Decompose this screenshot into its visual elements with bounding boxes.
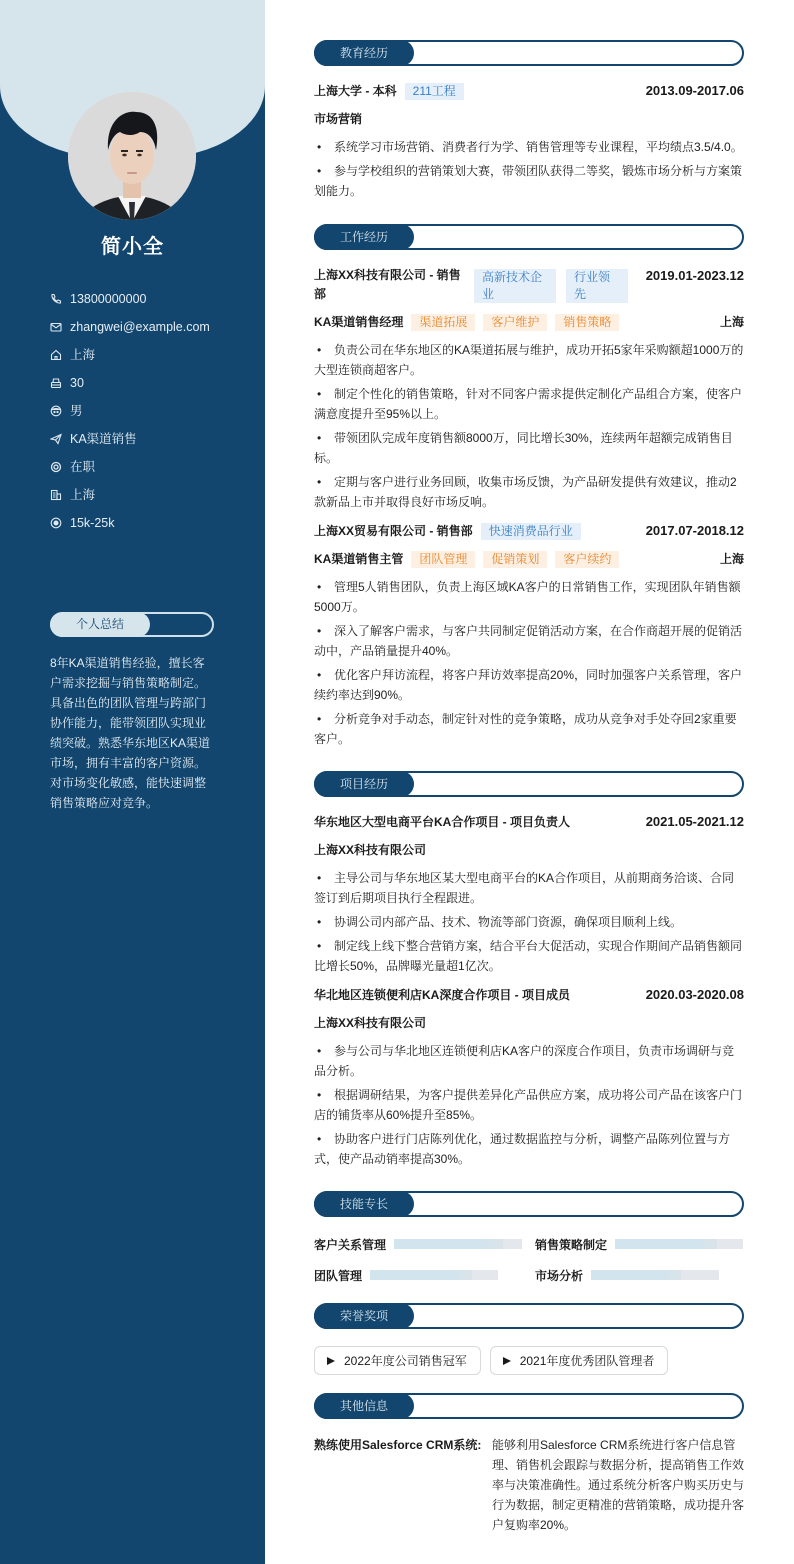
phone-number: 13800000000: [70, 292, 147, 306]
school-tag: 211工程: [405, 83, 464, 100]
status-text: 在职: [70, 460, 96, 474]
bullet-item: • 定期与客户进行业务回顾，收集市场反馈，为产品研发提供有效建议，推动2款新品上市并取得良好市场反响。: [314, 472, 745, 512]
award-item[interactable]: [314, 1346, 481, 1375]
skill-item: [535, 1265, 744, 1285]
project-company: 上海XX科技有限公司: [314, 843, 427, 857]
work-bullets: [314, 340, 745, 512]
avatar: [68, 92, 196, 220]
skill-tag: 团队管理: [411, 551, 475, 568]
skill-tag: 客户续约: [555, 551, 619, 568]
bullet-item: • 协助客户进行门店陈列优化，通过数据监控与分析，调整产品陈列位置与方式，使产品动销率提高30%。: [314, 1129, 745, 1169]
bullet-item: • 带领团队完成年度销售额8000万，同比增长30%，连续两年超额完成销售目标。: [314, 428, 745, 468]
skill-item: [314, 1234, 535, 1254]
skill-name: 团队管理: [314, 1268, 363, 1283]
skill-level-bar: [370, 1270, 498, 1280]
bullet-item: • 参与公司与华北地区连锁便利店KA客户的深度合作项目，负责市场调研与竞品分析。: [314, 1041, 745, 1081]
bullet-item: • 协调公司内部产品、技术、物流等部门资源，确保项目顺利上线。: [314, 912, 745, 932]
skills-grid: [314, 1234, 744, 1285]
section-title: 技能专长: [314, 1191, 414, 1217]
contact-status: [50, 457, 240, 477]
project-date: 2021.05-2021.12: [645, 814, 744, 829]
section-title: 其他信息: [314, 1393, 414, 1419]
section-title: 教育经历: [314, 40, 414, 66]
status-icon: [50, 461, 62, 473]
city-text: 上海: [70, 488, 96, 502]
contact-gender: [50, 401, 240, 421]
other-info-value: 能够利用Salesforce CRM系统进行客户信息管理、销售机会跟踪与数据分析，提高销售工作效率与决策准确性。通过系统分析客户购买历史与行为数据，制定更精准的营销策略，成功提升客户复购率20%。: [492, 1438, 745, 1532]
play-icon: [327, 1357, 335, 1365]
project-item: [314, 812, 744, 976]
award-text: 2021年度优秀团队管理者: [519, 1354, 655, 1368]
project-item: [314, 985, 744, 1169]
contact-salary: [50, 513, 240, 533]
section-header-skills: [314, 1191, 744, 1217]
work-item: [314, 266, 744, 512]
work-header-row: [314, 521, 744, 541]
contact-city: [50, 485, 240, 505]
skill-level-fill: [591, 1270, 681, 1280]
section-title: 工作经历: [314, 224, 414, 250]
job-location: 上海: [719, 552, 744, 566]
award-item[interactable]: [490, 1346, 669, 1375]
education-section: [314, 40, 744, 201]
project-name: 华东地区大型电商平台KA合作项目 - 项目负责人: [314, 815, 570, 829]
role-row: [314, 549, 744, 569]
skill-tag: 促销策划: [483, 551, 547, 568]
other-section: [314, 1393, 744, 1535]
work-date: 2019.01-2023.12: [645, 268, 744, 283]
education-item: [314, 81, 744, 201]
job-role: KA渠道销售主管: [314, 552, 404, 566]
bullet-item: • 主导公司与华东地区某大型电商平台的KA合作项目，从前期商务洽谈、合同签订到后期项目执行全程跟进。: [314, 868, 745, 908]
home-icon: [50, 349, 62, 361]
section-header-projects: [314, 771, 744, 797]
gender-text: 男: [70, 404, 83, 418]
work-bullets: [314, 577, 745, 749]
company-tag: 快速消费品行业: [481, 523, 581, 540]
section-header-summary: [50, 612, 214, 637]
skill-tag: 销售策略: [555, 314, 619, 331]
contact-list: [50, 289, 240, 541]
job-role: KA渠道销售经理: [314, 315, 404, 329]
work-item: [314, 521, 744, 749]
skill-level-bar: [615, 1239, 743, 1249]
phone-icon: [50, 293, 62, 305]
skill-name: 销售策略制定: [535, 1237, 608, 1252]
project-bullets: [314, 868, 745, 976]
city-icon: [50, 489, 62, 501]
school-name: 上海大学 - 本科: [314, 84, 397, 98]
section-title: 荣誉奖项: [314, 1303, 414, 1329]
work-section: [314, 224, 744, 749]
project-name: 华北地区连锁便利店KA深度合作项目 - 项目成员: [314, 988, 570, 1002]
contact-phone: [50, 289, 240, 309]
email-address: zhangwei@example.com: [70, 320, 210, 334]
gender-icon: [50, 405, 62, 417]
section-header-other: [314, 1393, 744, 1419]
skill-item: [535, 1234, 744, 1254]
mail-icon: [50, 321, 62, 333]
age-icon: [50, 377, 62, 389]
skill-tag: 客户维护: [483, 314, 547, 331]
skill-level-fill: [394, 1239, 503, 1249]
bullet-item: • 分析竞争对手动态，制定针对性的竞争策略，成功从竞争对手处夺回2家重要客户。: [314, 709, 745, 749]
age-text: 30: [70, 376, 84, 390]
skill-level-fill: [370, 1270, 472, 1280]
other-info-label: 熟练使用Salesforce CRM系统:: [314, 1438, 482, 1452]
play-icon: [503, 1357, 511, 1365]
bullet-item: • 根据调研结果，为客户提供差异化产品供应方案，成功将公司产品在该客户门店的铺货率从60%提升至85%。: [314, 1085, 745, 1125]
skill-name: 客户关系管理: [314, 1237, 387, 1252]
role-row: [314, 312, 744, 332]
bullet-item: • 深入了解客户需求，与客户共同制定促销活动方案，在合作商超开展的促销活动中，产品销量提升40%。: [314, 621, 745, 661]
skill-tag: 渠道拓展: [411, 314, 475, 331]
skill-level-fill: [615, 1239, 717, 1249]
education-bullets: [314, 137, 745, 201]
candidate-name: 简小全: [101, 236, 164, 258]
contact-email: [50, 317, 240, 337]
main-content: [314, 40, 744, 1535]
summary-title: 个人总结: [50, 612, 150, 637]
awards-section: [314, 1303, 744, 1375]
bullet-item: • 管理5人销售团队，负责上海区域KA客户的日常销售工作，实现团队年销售额5000万。: [314, 577, 745, 617]
bullet-item: • 制定线上线下整合营销方案，结合平台大促活动，实现合作期间产品销售额同比增长50%，品牌曝光量超1亿次。: [314, 936, 745, 976]
sidebar: [0, 0, 265, 1564]
award-text: 2022年度公司销售冠军: [344, 1354, 467, 1368]
summary-text: 8年KA渠道销售经验，擅长客户需求挖掘与销售策略制定。具备出色的团队管理与跨部门协作能力，能带领团队实现业绩突破。熟悉华东地区KA渠道市场，拥有丰富的客户资源。对市场变化敏感，能快速调整销售策略应对竞争。: [50, 656, 211, 810]
avatar-portrait-icon: [68, 92, 196, 220]
job-intention-icon: [50, 433, 62, 445]
project-bullets: [314, 1041, 745, 1169]
bullet-item: • 负责公司在华东地区的KA渠道拓展与维护，成功开拓5家年采购额超1000万的大型连锁商超客户。: [314, 340, 745, 380]
contact-location: [50, 345, 240, 365]
section-header-education: [314, 40, 744, 66]
education-date: 2013.09-2017.06: [645, 83, 744, 98]
projects-section: [314, 771, 744, 1169]
job-location: 上海: [719, 315, 744, 329]
bullet-item: • 参与学校组织的营销策划大赛，带领团队获得二等奖，锻炼市场分析与方案策划能力。: [314, 161, 745, 201]
education-header-row: [314, 81, 744, 101]
section-header-work: [314, 224, 744, 250]
company-tag: 高新技术企业: [474, 269, 556, 303]
skill-level-bar: [394, 1239, 522, 1249]
skills-section: [314, 1191, 744, 1285]
award-list: [314, 1346, 744, 1375]
project-date: 2020.03-2020.08: [645, 987, 744, 1002]
company-tag: 行业领先: [566, 269, 628, 303]
project-header-row: [314, 985, 744, 1005]
bullet-item: • 优化客户拜访流程，将客户拜访效率提高20%，同时加强客户关系管理，客户续约率达到90%。: [314, 665, 745, 705]
bullet-item: • 制定个性化的销售策略，针对不同客户需求提供定制化产品组合方案，使客户满意度提升至95%以上。: [314, 384, 745, 424]
skill-level-bar: [591, 1270, 719, 1280]
work-header-row: [314, 266, 744, 304]
project-company: 上海XX科技有限公司: [314, 1016, 427, 1030]
salary-icon: [50, 517, 62, 529]
company-name: 上海XX科技有限公司 - 销售部: [314, 268, 461, 301]
other-info-item: [314, 1435, 744, 1535]
bullet-item: • 系统学习市场营销、消费者行为学、销售管理等专业课程，平均绩点3.5/4.0。: [314, 137, 745, 157]
company-name: 上海XX贸易有限公司 - 销售部: [314, 524, 473, 538]
major: 市场营销: [314, 112, 363, 126]
job-intention-text: KA渠道销售: [70, 432, 137, 446]
section-header-awards: [314, 1303, 744, 1329]
contact-age: [50, 373, 240, 393]
skill-name: 市场分析: [535, 1268, 584, 1283]
work-date: 2017.07-2018.12: [645, 523, 744, 538]
section-title: 项目经历: [314, 771, 414, 797]
location-text: 上海: [70, 348, 96, 362]
contact-job-intention: [50, 429, 240, 449]
project-header-row: [314, 812, 744, 832]
salary-text: 15k-25k: [70, 516, 115, 530]
skill-item: [314, 1265, 535, 1285]
